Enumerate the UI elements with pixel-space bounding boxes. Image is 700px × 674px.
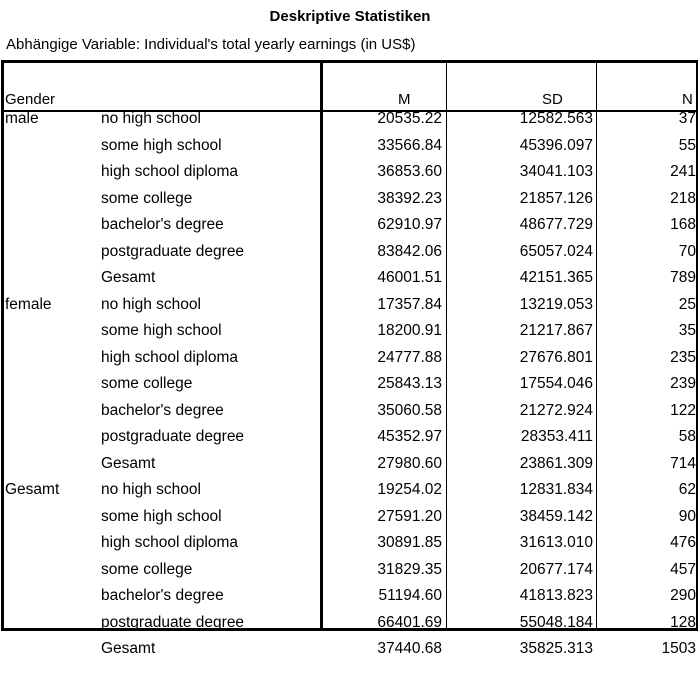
education-label: some college xyxy=(101,189,193,207)
education-label: some college xyxy=(101,560,193,578)
n-value: 58 xyxy=(678,428,696,445)
sd-value: 17554.046 xyxy=(519,375,593,392)
education-label: no high school xyxy=(101,481,201,498)
education-label: some college xyxy=(101,375,193,392)
mean-value: 19254.02 xyxy=(377,481,442,498)
education-label: no high school xyxy=(101,295,201,313)
n-value: 457 xyxy=(670,560,696,578)
mean-value: 25843.13 xyxy=(377,375,442,392)
education-label: high school diploma xyxy=(101,534,239,551)
education-label: bachelor's degree xyxy=(101,587,224,604)
n-value: 62 xyxy=(678,481,696,498)
n-value: 239 xyxy=(670,375,696,392)
mean-value: 37440.68 xyxy=(377,640,442,657)
n-value: 290 xyxy=(670,587,696,604)
education-label: Gesamt xyxy=(101,640,156,657)
n-value: 55 xyxy=(678,136,696,154)
education-label: some high school xyxy=(101,136,222,154)
column-divider xyxy=(596,63,597,628)
n-value: 714 xyxy=(670,454,696,472)
sd-value: 65057.024 xyxy=(519,242,593,260)
education-label: no high school xyxy=(101,110,201,127)
mean-value: 38392.23 xyxy=(377,189,442,207)
mean-value: 62910.97 xyxy=(377,216,442,233)
mean-value: 36853.60 xyxy=(377,163,442,180)
sd-value: 23861.309 xyxy=(519,454,593,472)
mean-value: 30891.85 xyxy=(377,534,442,551)
n-value: 168 xyxy=(670,216,696,233)
mean-value: 46001.51 xyxy=(377,269,442,286)
education-label: postgraduate degree xyxy=(101,428,245,445)
n-value: 35 xyxy=(678,322,696,339)
header-mean: M xyxy=(398,91,411,108)
sd-value: 41813.823 xyxy=(519,587,593,604)
sd-value: 34041.103 xyxy=(519,163,593,180)
sd-value: 27676.801 xyxy=(519,348,593,366)
n-value: 25 xyxy=(678,295,696,313)
mean-value: 33566.84 xyxy=(377,136,442,154)
group-label: Gesamt xyxy=(5,481,60,498)
sd-value: 13219.053 xyxy=(519,295,593,313)
mean-value: 27980.60 xyxy=(377,454,442,472)
sd-value: 31613.010 xyxy=(519,534,593,551)
n-value: 90 xyxy=(678,507,696,525)
mean-value: 24777.88 xyxy=(377,348,442,366)
sd-value: 55048.184 xyxy=(519,613,593,631)
mean-value: 27591.20 xyxy=(377,507,442,525)
education-label: some high school xyxy=(101,507,222,525)
n-value: 128 xyxy=(670,613,696,631)
mean-value: 66401.69 xyxy=(377,613,442,631)
sd-value: 28353.411 xyxy=(520,428,593,445)
mean-value: 31829.35 xyxy=(377,560,442,578)
education-label: high school diploma xyxy=(101,163,239,180)
header-n: N xyxy=(682,91,693,108)
column-divider xyxy=(320,63,323,628)
n-value: 218 xyxy=(670,189,696,207)
sd-value: 45396.097 xyxy=(519,136,593,154)
n-value: 37 xyxy=(678,110,696,127)
n-value: 122 xyxy=(670,401,696,419)
n-value: 476 xyxy=(670,534,696,551)
sd-value: 35825.313 xyxy=(519,640,593,657)
sd-value: 42151.365 xyxy=(519,269,593,286)
group-label: male xyxy=(5,110,39,127)
mean-value: 17357.84 xyxy=(377,295,442,313)
education-label: some high school xyxy=(101,322,222,339)
descriptive-statistics-table xyxy=(1,60,698,657)
header-sd: SD xyxy=(542,91,563,108)
education-label: Gesamt xyxy=(101,454,156,472)
n-value: 235 xyxy=(670,348,696,366)
sd-value: 12582.563 xyxy=(519,110,593,127)
n-value: 789 xyxy=(670,269,696,286)
education-label: Gesamt xyxy=(101,269,156,286)
sd-value: 20677.174 xyxy=(519,560,593,578)
education-label: postgraduate degree xyxy=(101,242,245,260)
mean-value: 18200.91 xyxy=(377,322,442,339)
table-title: Deskriptive Statistiken xyxy=(269,8,431,25)
sd-value: 48677.729 xyxy=(519,216,593,233)
group-label: female xyxy=(5,295,52,313)
education-label: postgraduate degree xyxy=(101,613,245,631)
sd-value: 21217.867 xyxy=(519,322,593,339)
sd-value: 21857.126 xyxy=(519,189,593,207)
mean-value: 83842.06 xyxy=(377,242,442,260)
mean-value: 35060.58 xyxy=(377,401,442,419)
sd-value: 12831.834 xyxy=(519,481,593,498)
table-subtitle: Abhängige Variable: Individual's total yearly earnings (in US$) xyxy=(6,36,416,53)
n-value: 70 xyxy=(678,242,696,260)
education-label: bachelor's degree xyxy=(101,216,224,233)
header-gender: Gender xyxy=(5,91,56,108)
n-value: 241 xyxy=(670,163,696,180)
education-label: bachelor's degree xyxy=(101,401,224,419)
education-label: high school diploma xyxy=(101,348,239,366)
sd-value: 21272.924 xyxy=(519,401,593,419)
sd-value: 38459.142 xyxy=(519,507,593,525)
mean-value: 20535.22 xyxy=(377,110,442,127)
mean-value: 51194.60 xyxy=(378,587,442,604)
n-value: 1503 xyxy=(661,640,696,657)
mean-value: 45352.97 xyxy=(377,428,442,445)
column-divider xyxy=(446,63,447,628)
